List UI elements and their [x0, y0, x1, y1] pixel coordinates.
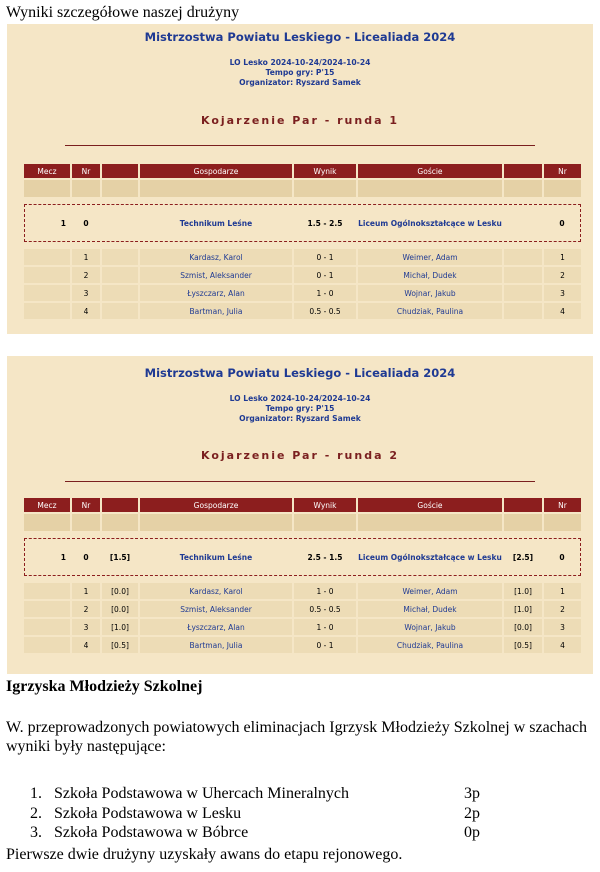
- divider: [65, 145, 535, 146]
- home-team-nr: 0: [72, 204, 100, 242]
- list-item: [30, 804, 490, 824]
- home-player-points: [0.5]: [102, 637, 138, 653]
- venue-date: LO Lesko 2024-10-24/2024-10-24: [229, 394, 371, 403]
- away-team[interactable]: Liceum Ogólnokształcące w Lesku: [358, 538, 502, 576]
- away-board-nr: 3: [544, 285, 581, 301]
- col-pts-home: [102, 164, 138, 178]
- pairings-table: [22, 162, 583, 321]
- game-result: 0 - 1: [294, 637, 356, 653]
- result-index: 2.: [30, 804, 42, 822]
- game-result: 1 - 0: [294, 619, 356, 635]
- result-index: 1.: [30, 785, 42, 802]
- tempo: Tempo gry: P'15: [265, 68, 335, 77]
- match-result: 2.5 - 1.5: [294, 538, 356, 576]
- away-player[interactable]: Michał, Dudek: [358, 267, 502, 283]
- match-row: [24, 204, 581, 242]
- round-title: Kojarzenie Par - runda 2: [201, 449, 399, 462]
- away-player[interactable]: Chudziak, Paulina: [358, 303, 502, 319]
- table-row: [24, 619, 581, 635]
- away-player-points: [0.0]: [504, 619, 542, 635]
- col-result: Wynik: [294, 498, 356, 512]
- match-number: 1: [24, 538, 70, 576]
- table-row: [24, 601, 581, 617]
- spacer-row: [24, 514, 581, 531]
- game-result: 1 - 0: [294, 285, 356, 301]
- col-pts-home: [102, 498, 138, 512]
- home-player[interactable]: Szmist, Aleksander: [140, 267, 292, 283]
- tempo: Tempo gry: P'15: [265, 404, 335, 413]
- game-result: 1 - 0: [294, 583, 356, 599]
- table-header: [24, 498, 581, 512]
- school-points: 3p: [464, 785, 480, 802]
- away-board-nr: 2: [544, 601, 581, 617]
- venue-date: LO Lesko 2024-10-24/2024-10-24: [229, 58, 371, 67]
- home-player[interactable]: Szmist, Aleksander: [140, 601, 292, 617]
- school-name: Szkoła Podstawowa w Lesku: [54, 804, 242, 822]
- school-points: 2p: [464, 804, 480, 822]
- home-player-points: [1.0]: [102, 619, 138, 635]
- away-player[interactable]: Weimer, Adam: [358, 249, 502, 265]
- school-name: Szkoła Podstawowa w Bóbrce: [54, 824, 249, 841]
- home-player[interactable]: Łyszczarz, Alan: [140, 285, 292, 301]
- away-team-nr: 0: [544, 538, 581, 576]
- home-team[interactable]: Technikum Leśne: [140, 538, 292, 576]
- divider: [65, 481, 535, 482]
- home-team-points: [1.5]: [102, 538, 138, 576]
- game-result: 0.5 - 0.5: [294, 303, 356, 319]
- col-nr-away: Nr: [544, 498, 581, 512]
- home-player-points: [0.0]: [102, 601, 138, 617]
- home-player-points: [102, 249, 138, 265]
- away-team-points: [2.5]: [504, 538, 542, 576]
- home-team[interactable]: Technikum Leśne: [140, 204, 292, 242]
- game-result: 0.5 - 0.5: [294, 601, 356, 617]
- organizer: Organizator: Ryszard Samek: [239, 414, 361, 423]
- closing-sentence: Pierwsze dwie drużyny uzyskały awans do etapu rejonowego.: [6, 846, 403, 863]
- game-result: 0 - 1: [294, 267, 356, 283]
- away-player-points: [504, 285, 542, 301]
- table-row: [24, 303, 581, 319]
- board-nr: 1: [72, 583, 100, 599]
- board-nr: 4: [72, 637, 100, 653]
- home-player[interactable]: Bartman, Julia: [140, 637, 292, 653]
- school-name: Szkoła Podstawowa w Uhercach Mineralnych: [54, 785, 350, 802]
- round-2-panel: [7, 356, 593, 674]
- away-team[interactable]: Liceum Ogólnokształcące w Lesku: [358, 204, 502, 242]
- table-header: [24, 164, 581, 178]
- away-board-nr: 4: [544, 637, 581, 653]
- away-player-points: [0.5]: [504, 637, 542, 653]
- home-player-points: [102, 267, 138, 283]
- home-player[interactable]: Kardasz, Karol: [140, 583, 292, 599]
- table-row: [24, 637, 581, 653]
- table-row: [24, 267, 581, 283]
- away-team-nr: 0: [544, 204, 581, 242]
- home-team-points: [102, 204, 138, 242]
- board-nr: 3: [72, 619, 100, 635]
- col-home: Gospodarze: [140, 498, 292, 512]
- away-board-nr: 4: [544, 303, 581, 319]
- organizer: Organizator: Ryszard Samek: [239, 78, 361, 87]
- away-player[interactable]: Wojnar, Jakub: [358, 285, 502, 301]
- round-title: Kojarzenie Par - runda 1: [201, 114, 399, 127]
- col-home: Gospodarze: [140, 164, 292, 178]
- col-nr: Nr: [72, 164, 100, 178]
- away-board-nr: 3: [544, 619, 581, 635]
- section-title: Igrzyska Młodzieży Szkolnej: [6, 678, 203, 695]
- round-1-panel: [7, 24, 593, 334]
- col-nr: Nr: [72, 498, 100, 512]
- list-item: [30, 823, 490, 843]
- spacer-row: [24, 180, 581, 197]
- home-player[interactable]: Kardasz, Karol: [140, 249, 292, 265]
- table-row: [24, 249, 581, 265]
- board-nr: 3: [72, 285, 100, 301]
- col-pts-away: [504, 498, 542, 512]
- away-player-points: [504, 303, 542, 319]
- match-number: 1: [24, 204, 70, 242]
- away-player[interactable]: Chudziak, Paulina: [358, 637, 502, 653]
- board-nr: 4: [72, 303, 100, 319]
- board-nr: 1: [72, 249, 100, 265]
- col-mecz: Mecz: [24, 164, 70, 178]
- away-player-points: [504, 267, 542, 283]
- away-player[interactable]: Wojnar, Jakub: [358, 619, 502, 635]
- col-away: Goście: [358, 498, 502, 512]
- col-away: Goście: [358, 164, 502, 178]
- match-row: [24, 538, 581, 576]
- home-player[interactable]: Łyszczarz, Alan: [140, 619, 292, 635]
- away-team-points: [504, 204, 542, 242]
- page-heading: Wyniki szczegółowe naszej drużyny: [6, 4, 240, 21]
- home-player-points: [102, 303, 138, 319]
- away-board-nr: 2: [544, 267, 581, 283]
- away-player-points: [1.0]: [504, 601, 542, 617]
- home-player-points: [102, 285, 138, 301]
- away-player-points: [1.0]: [504, 583, 542, 599]
- home-team-nr: 0: [72, 538, 100, 576]
- tournament-title[interactable]: Mistrzostwa Powiatu Leskiego - Licealiada 2024: [144, 30, 456, 44]
- result-index: 3.: [30, 824, 42, 841]
- pairings-table: [22, 496, 583, 655]
- home-player[interactable]: Bartman, Julia: [140, 303, 292, 319]
- list-item: [30, 784, 490, 804]
- results-list: [30, 784, 490, 843]
- tournament-title[interactable]: Mistrzostwa Powiatu Leskiego - Licealiada 2024: [144, 366, 456, 380]
- intro-paragraph: W. przeprowadzonych powiatowych eliminacjach Igrzysk Młodzieży Szkolnej w szachach wyniki były następujące:: [6, 719, 587, 755]
- game-result: 0 - 1: [294, 249, 356, 265]
- table-row: [24, 285, 581, 301]
- table-row: [24, 583, 581, 599]
- away-player[interactable]: Michał, Dudek: [358, 601, 502, 617]
- col-result: Wynik: [294, 164, 356, 178]
- board-nr: 2: [72, 267, 100, 283]
- away-board-nr: 1: [544, 249, 581, 265]
- col-pts-away: [504, 164, 542, 178]
- school-points: 0p: [464, 824, 480, 841]
- col-nr-away: Nr: [544, 164, 581, 178]
- away-player[interactable]: Weimer, Adam: [358, 583, 502, 599]
- away-player-points: [504, 249, 542, 265]
- board-nr: 2: [72, 601, 100, 617]
- home-player-points: [0.0]: [102, 583, 138, 599]
- match-result: 1.5 - 2.5: [294, 204, 356, 242]
- away-board-nr: 1: [544, 583, 581, 599]
- col-mecz: Mecz: [24, 498, 70, 512]
